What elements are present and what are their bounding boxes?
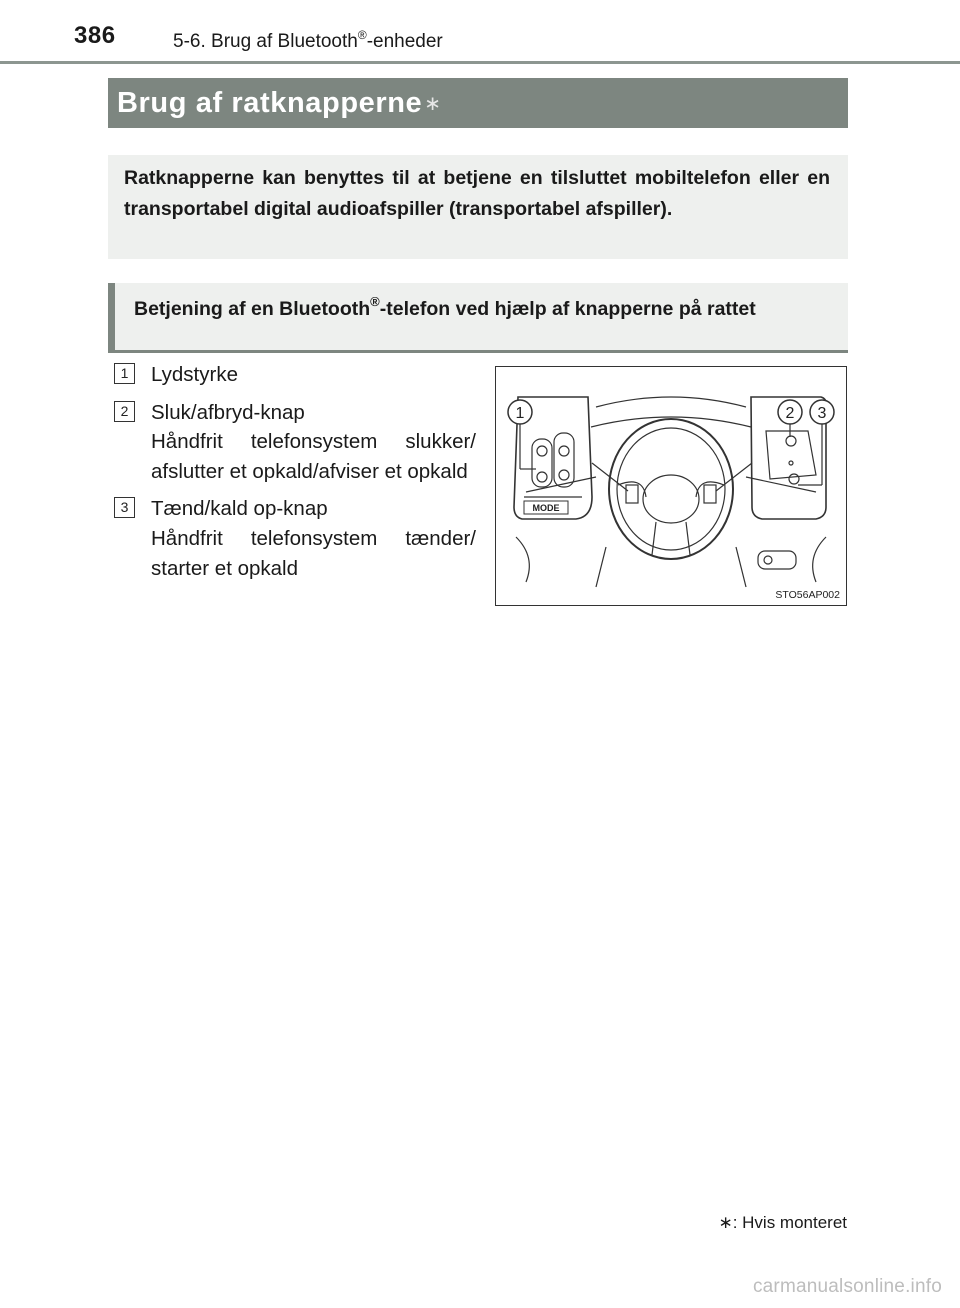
intro-box [108, 155, 848, 259]
list-item [114, 398, 476, 487]
intro-text: Ratknapperne kan benyttes til at betjene en tilsluttet mobiltelefon eller en transportabel digital audioafspiller (transportabel afspiller). [124, 167, 830, 220]
watermark: carmanualsonline.info [752, 1276, 942, 1297]
figure-code: STO56AP002 [775, 589, 840, 601]
callout-list [114, 360, 476, 591]
section-prefix: 5-6. Brug af Bluetooth [173, 31, 358, 52]
section-suffix: -enheder [366, 31, 443, 52]
number-badge: 1 [114, 363, 135, 384]
callout-label: 3 [817, 405, 827, 422]
mode-button-label: MODE [532, 503, 560, 513]
asterisk-mark: ∗ [424, 92, 442, 115]
section-title-bar [108, 78, 848, 128]
subsection-suffix: -telefon ved hjælp af knapperne på rattet [379, 298, 756, 320]
item-description: Håndfrit telefonsystem slukker/ afslutter et opkald/afviser et opkald [151, 430, 476, 483]
section-title: Brug af ratknapperne [117, 86, 423, 119]
page-number: 386 [74, 22, 116, 49]
number-badge: 2 [114, 401, 135, 422]
steering-wheel-drawing [496, 367, 845, 604]
list-item [114, 360, 476, 390]
subsection-header [108, 283, 848, 353]
footnote [718, 1213, 847, 1233]
subsection-prefix: Betjening af en Bluetooth [134, 298, 371, 320]
callout-label: 1 [515, 405, 525, 422]
item-title: Lydstyrke [151, 363, 238, 386]
item-description: Håndfrit telefonsystem tænder/ starter et opkald [151, 526, 476, 580]
registered-mark: ® [357, 28, 367, 42]
callout-label: 2 [785, 405, 795, 422]
running-header [173, 28, 443, 53]
number-badge: 3 [114, 497, 135, 518]
footnote-text: : Hvis monteret [732, 1213, 847, 1232]
footnote-mark: ∗ [718, 1213, 733, 1232]
item-title: Tænd/kald op-knap [151, 497, 328, 521]
registered-mark: ® [370, 294, 380, 309]
header-rule [0, 61, 960, 64]
item-title: Sluk/afbryd-knap [151, 400, 305, 424]
steering-wheel-illustration [495, 366, 847, 606]
list-item [114, 494, 476, 583]
